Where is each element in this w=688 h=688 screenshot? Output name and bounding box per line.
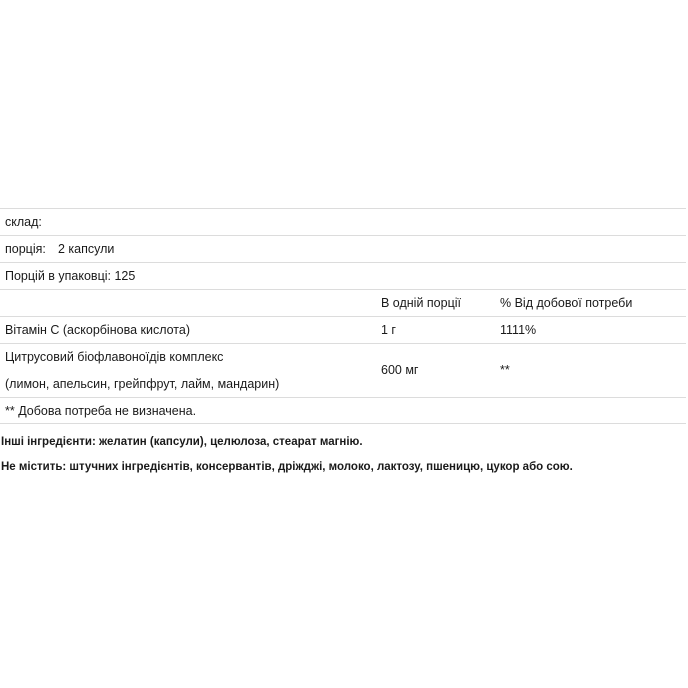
table-row (0, 316, 686, 343)
servings-per-container-row (0, 262, 686, 289)
ingredient-name-detail: (лимон, апельсин, грейпфрут, лайм, мандарин) (5, 377, 280, 391)
serving-value: 2 капсули (58, 242, 115, 256)
ingredient-amount: 1 г (381, 323, 396, 337)
ingredient-daily-value: ** (500, 363, 510, 377)
ingredient-name: Цитрусовий біофлавоноїдів комплекс (5, 350, 224, 364)
composition-label: склад: (5, 215, 42, 229)
ingredient-amount: 600 мг (381, 363, 419, 377)
per-serving-header: В одній порції (381, 296, 461, 310)
composition-row (0, 208, 686, 235)
column-header-row (0, 289, 686, 316)
footnote: ** Добова потреба не визначена. (5, 404, 197, 418)
serving-label: порція: (5, 242, 46, 256)
free-of-note: Не містить: штучних інгредієнтів, консервантів, дріжджі, молоко, лактозу, пшеницю, цукор або сою. (1, 461, 573, 473)
servings-per-container: Порцій в упаковці: 125 (5, 269, 136, 283)
serving-row (0, 235, 686, 262)
supplement-facts-table (0, 208, 686, 424)
other-ingredients-note: Інші інгредієнти: желатин (капсули), целюлоза, стеарат магнію. (1, 436, 363, 448)
footnote-row (0, 397, 686, 424)
ingredient-daily-value: 1111% (500, 323, 537, 337)
daily-value-header: % Від добової потреби (500, 296, 633, 310)
table-row (0, 343, 686, 397)
ingredient-name: Вітамін С (аскорбінова кислота) (5, 323, 191, 337)
